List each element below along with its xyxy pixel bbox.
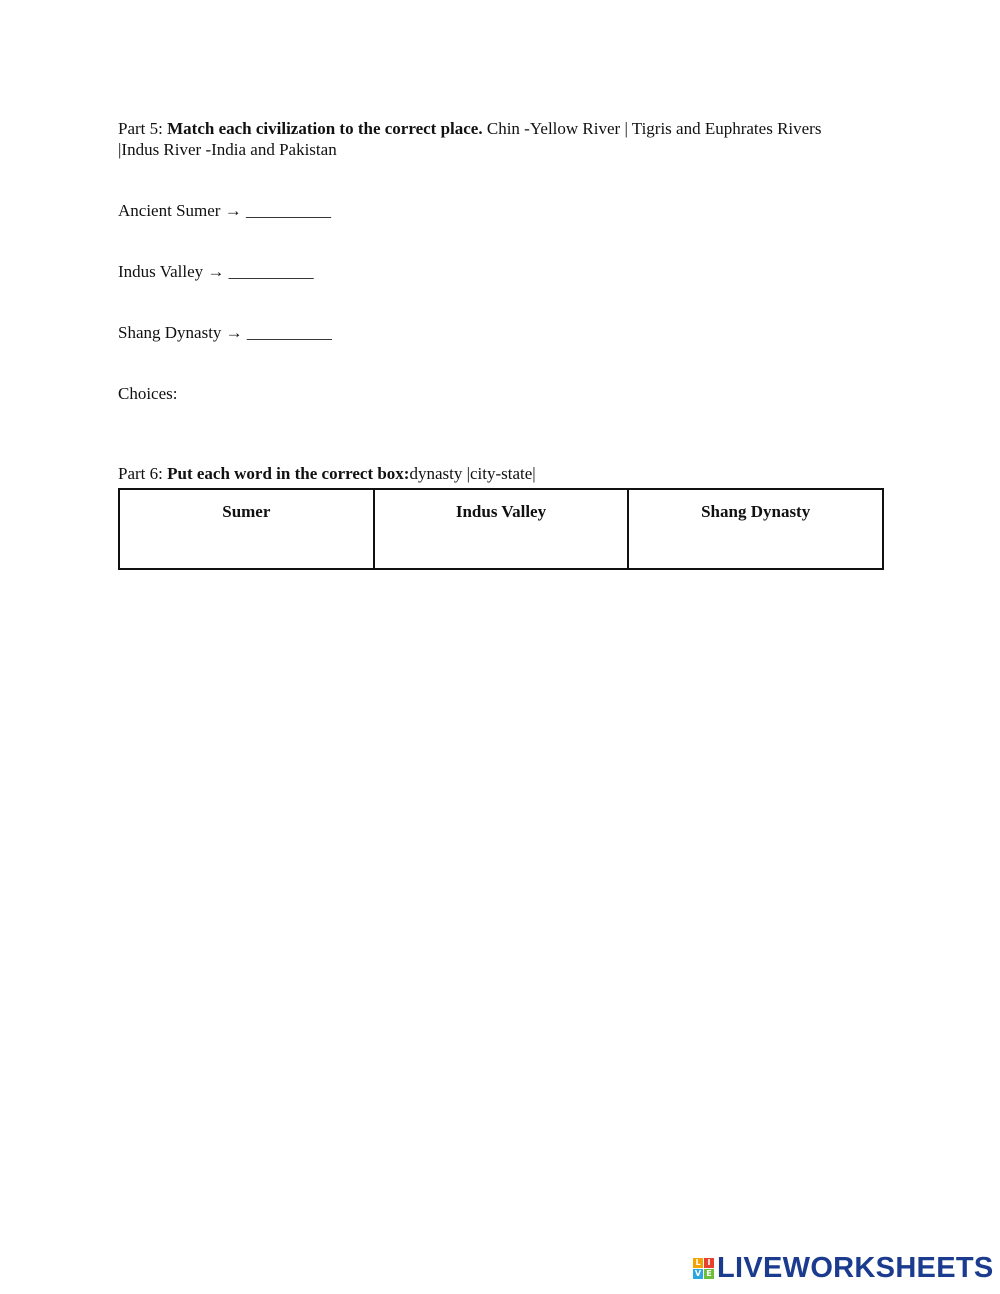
choices-label: Choices: — [118, 384, 178, 403]
match-item-indus-valley — [118, 261, 314, 282]
logo-mark-icon — [693, 1258, 714, 1279]
part5-choices-line1: Chin -Yellow River | Tigris and Euphrates Rivers — [482, 119, 822, 138]
liveworksheets-logo — [693, 1252, 994, 1285]
match-item-ancient-sumer — [118, 200, 331, 221]
column-indus-valley[interactable]: Indus Valley — [374, 489, 629, 569]
part6-instructions — [118, 463, 536, 484]
logo-text: LIVEWORKSHEETS — [717, 1252, 994, 1284]
part5-prefix: Part 5: — [118, 119, 168, 138]
column-shang-dynasty[interactable]: Shang Dynasty — [628, 489, 883, 569]
match-item-label: Shang Dynasty → — [118, 323, 243, 342]
match-item-label: Indus Valley → — [118, 262, 225, 281]
logo-mark-i: I — [704, 1258, 714, 1268]
sorting-table — [118, 488, 884, 570]
column-sumer[interactable]: Sumer — [119, 489, 374, 569]
part6-instruction: Put each word in the correct box: — [167, 464, 410, 483]
logo-mark-v: V — [694, 1269, 702, 1278]
logo-mark-l: L — [693, 1258, 703, 1268]
match-item-shang-dynasty — [118, 322, 332, 343]
answer-blank[interactable]: __________ — [228, 262, 314, 281]
part5-instructions — [118, 118, 878, 160]
part6-words: dynasty |city-state| — [409, 464, 536, 483]
logo-mark-e: E — [704, 1269, 714, 1279]
part5-instruction: Match each civilization to the correct place. — [167, 119, 483, 138]
answer-blank[interactable]: __________ — [246, 323, 332, 342]
answer-blank[interactable]: __________ — [245, 201, 331, 220]
match-item-label: Ancient Sumer → — [118, 201, 242, 220]
part5-choices-line2: |Indus River -India and Pakistan — [118, 140, 337, 159]
part6-prefix: Part 6: — [118, 464, 168, 483]
